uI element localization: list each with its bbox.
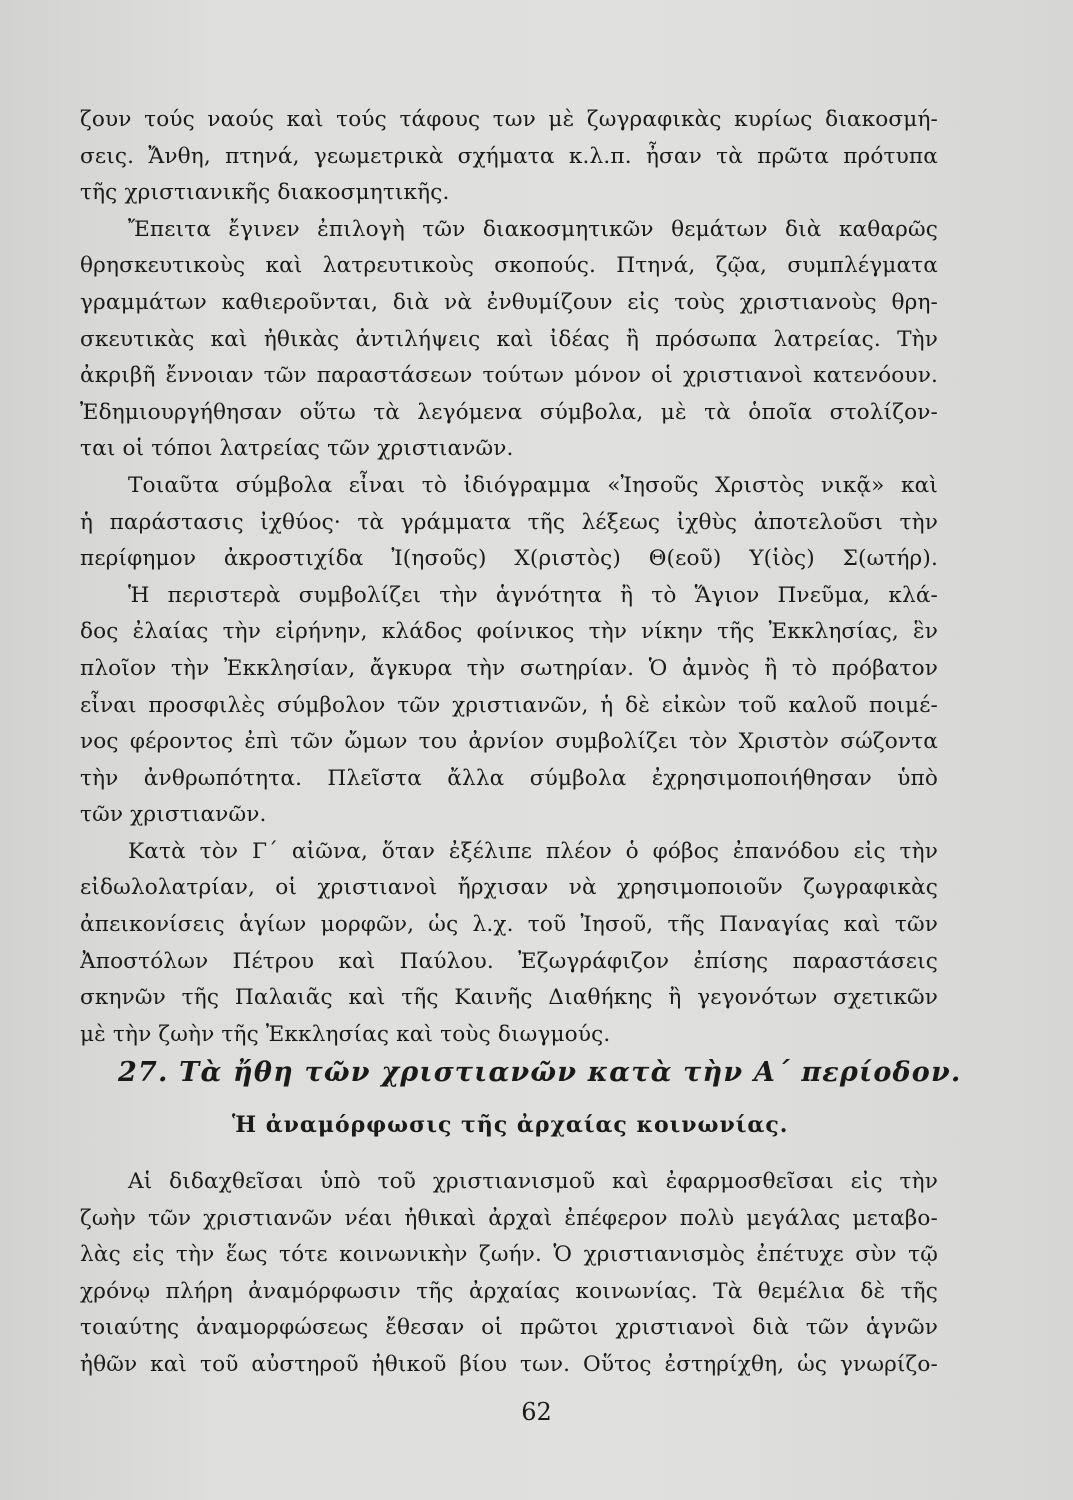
text-line: Αἱ διδαχθεῖσαι ὑπὸ τοῦ χριστιανισμοῦ καὶ ἐφαρμοσθεῖσαι εἰς τὴν — [128, 1169, 938, 1194]
text-line: εἰδωλολατρίαν, οἱ χριστιανοὶ ἤρχισαν νὰ χρησιμοποιοῦν ζωγραφικὰς — [80, 875, 938, 901]
text-line: εἶναι προσφιλὲς σύμβολον τῶν χριστιανῶν, ἡ δὲ εἰκὼν τοῦ καλοῦ ποιμέ- — [80, 692, 938, 718]
text-line: ἠθῶν καὶ τοῦ αὐστηροῦ ἠθικοῦ βίου των. Οὕτος ἐστηρίχθη, ὡς γνωρίζο- — [80, 1351, 938, 1377]
text-line: σεις. Ἄνθη, πτηνά, γεωμετρικὰ σχήματα κ.λ.π. ἦσαν τὰ πρῶτα πρότυπα — [80, 143, 938, 169]
text-line: σκευτικὰς καὶ ἠθικὰς ἀντιλήψεις καὶ ἰδέας ἢ πρόσωπα λατρείας. Τὴν — [80, 326, 938, 352]
text-line: Ἔπειτα ἔγινεν ἐπιλογὴ τῶν διακοσμητικῶν θεμάτων διὰ καθαρῶς — [128, 216, 938, 242]
text-line: χρόνῳ πλήρη ἀναμόρφωσιν τῆς ἀρχαίας κοινωνίας. Τὰ θεμέλια δὲ τῆς — [80, 1278, 938, 1304]
text-line: Ἐδημιουργήθησαν οὕτω τὰ λεγόμενα σύμβολα, μὲ τὰ ὁποῖα στολίζον- — [80, 399, 938, 425]
text-line: πλοῖον τὴν Ἐκκλησίαν, ἄγκυρα τὴν σωτηρίαν. Ὁ ἀμνὸς ἢ τὸ πρόβατον — [80, 655, 938, 681]
text-line: γραμμάτων καθιεροῦνται, διὰ νὰ ἐνθυμίζουν εἰς τοὺς χριστιανοὺς θρη- — [80, 289, 938, 315]
text-line: μὲ τὴν ζωὴν τῆς Ἐκκλησίας καὶ τοὺς διωγμούς. — [80, 1021, 611, 1047]
text-line: Κατὰ τὸν Γ΄ αἰῶνα, ὅταν ἐξέλιπε πλέον ὁ φόβος ἐπανόδου εἰς τὴν — [128, 838, 938, 864]
page-number: 62 — [521, 1398, 552, 1426]
text-line: σκηνῶν τῆς Παλαιᾶς καὶ τῆς Καινῆς Διαθήκης ἢ γεγονότων σχετικῶν — [80, 985, 938, 1011]
section-heading: 27. Τὰ ἤθη τῶν χριστιανῶν κατὰ τὴν Α΄ περίοδον. — [118, 1057, 962, 1088]
text-line: τῶν χριστιανῶν. — [80, 802, 267, 828]
text-line: νος φέροντος ἐπὶ τῶν ὤμων του ἀρνίον συμβολίζει τὸν Χριστὸν σώζοντα — [80, 729, 938, 755]
text-line: τὴν ἀνθρωπότητα. Πλεῖστα ἄλλα σύμβολα ἐχρησιμοποιήθησαν ὑπὸ — [80, 765, 938, 791]
text-line: ζωὴν τῶν χριστιανῶν νέαι ἠθικαὶ ἀρχαὶ ἐπέφερον πολὺ μεγάλας μεταβο- — [80, 1205, 938, 1231]
section-body-text — [80, 1164, 938, 1384]
text-line: Ἡ περιστερὰ συμβολίζει τὴν ἁγνότητα ἢ τὸ Ἅγιον Πνεῦμα, κλά- — [128, 582, 938, 608]
text-line: ται οἱ τόποι λατρείας τῶν χριστιανῶν. — [80, 436, 514, 462]
text-line: Ἀποστόλων Πέτρου καὶ Παύλου. Ἐζωγράφιζον ἐπίσης παραστάσεις — [80, 948, 938, 974]
text-line: λὰς εἰς τὴν ἕως τότε κοινωνικὴν ζωήν. Ὁ χριστιανισμὸς ἐπέτυχε σὺν τῷ — [80, 1242, 938, 1268]
text-line: θρησκευτικοὺς καὶ λατρευτικοὺς σκοπούς. Πτηνά, ζῷα, συμπλέγματα — [80, 253, 938, 279]
body-text — [80, 102, 938, 1053]
text-line: ἀπεικονίσεις ἁγίων μορφῶν, ὡς λ.χ. τοῦ Ἰησοῦ, τῆς Παναγίας καὶ τῶν — [80, 912, 938, 938]
text-line: Τοιαῦτα σύμβολα εἶναι τὸ ἰδιόγραμμα «Ἰησοῦς Χριστὸς νικᾷ» καὶ — [128, 472, 938, 498]
text-line: τῆς χριστιανικῆς διακοσμητικῆς. — [80, 180, 450, 206]
text-line: τοιαύτης ἀναμορφώσεως ἔθεσαν οἱ πρῶτοι χριστιανοὶ διὰ τῶν ἁγνῶν — [80, 1315, 938, 1341]
section-subheading: Ἡ ἀναμόρφωσις τῆς ἀρχαίας κοινωνίας. — [232, 1112, 789, 1138]
text-line: ζουν τούς ναούς καὶ τούς τάφους των μὲ ζωγραφικὰς κυρίως διακοσμή- — [80, 107, 938, 132]
text-line: δος ἐλαίας τὴν εἰρήνην, κλάδος φοίνικος τὴν νίκην τῆς Ἐκκλησίας, ἓν — [80, 619, 938, 645]
text-line: ἀκριβῆ ἔννοιαν τῶν παραστάσεων τούτων μόνον οἱ χριστιανοὶ κατενόουν. — [80, 363, 938, 389]
text-line: ἡ παράστασις ἰχθύος· τὰ γράμματα τῆς λέξεως ἰχθὺς ἀποτελοῦσι τὴν — [80, 509, 938, 535]
text-line: περίφημον ἀκροστιχίδα Ἰ(ησοῦς) Χ(ριστὸς) Θ(εοῦ) Υ(ἱὸς) Σ(ωτήρ). — [80, 546, 938, 572]
